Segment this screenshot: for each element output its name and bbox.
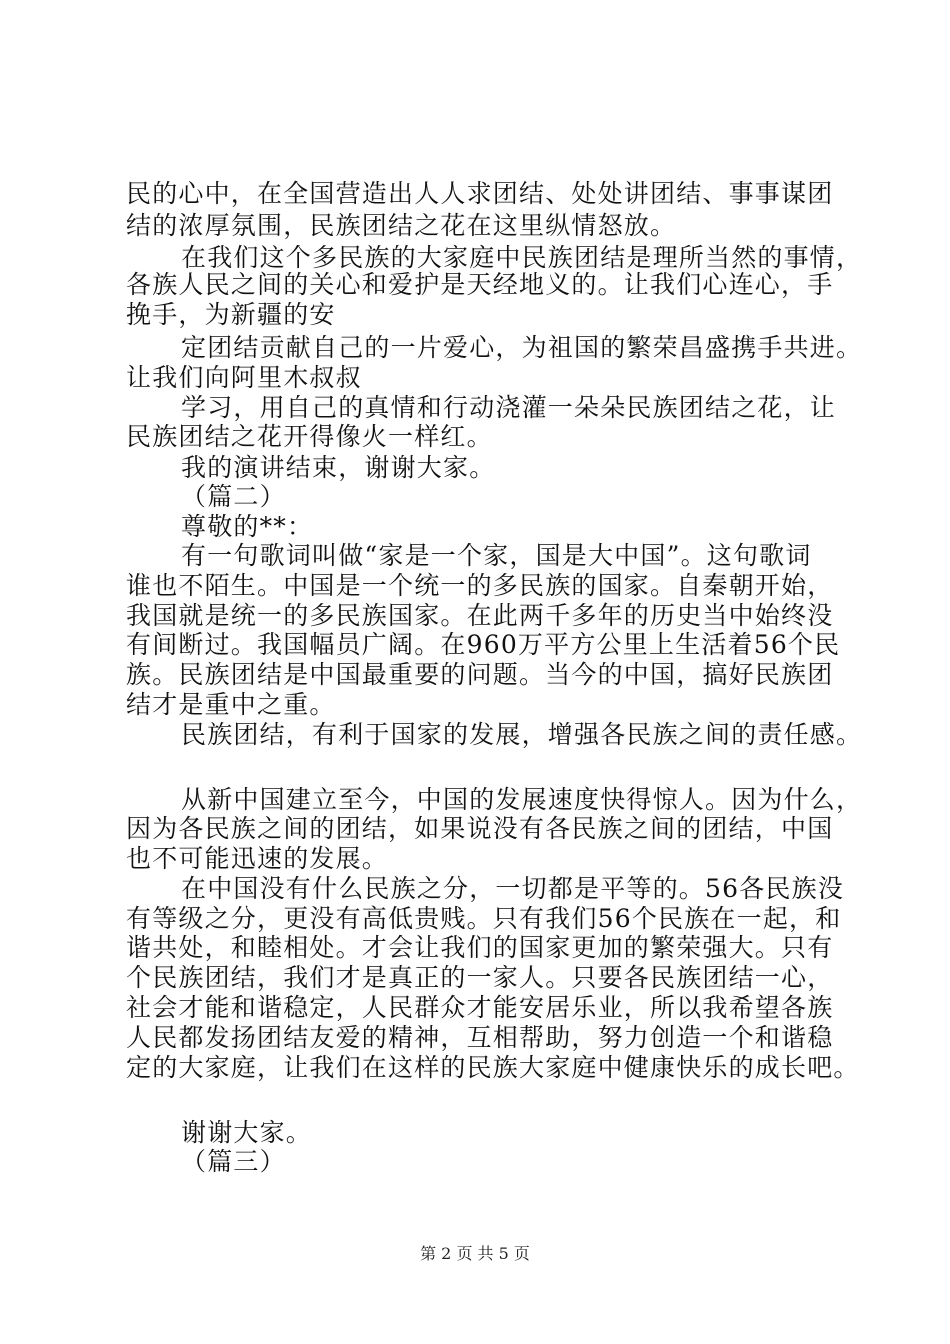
text-line: 人民都发扬团结友爱的精神，互相帮助，努力创造一个和谐稳 xyxy=(126,1023,834,1052)
text-line: 有等级之分，更没有高低贵贱。只有我们56个民族在一起，和 xyxy=(126,904,842,933)
text-line: 族。民族团结是中国最重要的问题。当今的中国，搞好民族团 xyxy=(126,660,834,689)
text-line: 也不可能迅速的发展。 xyxy=(126,844,389,873)
text-line: 个民族团结，我们才是真正的一家人。只要各民族团结一心， xyxy=(126,963,834,992)
paragraph-first-line: 学习，用自己的真情和行动浇灌一朵朵民族团结之花，让 xyxy=(181,393,837,422)
closing-line: 谢谢大家。 xyxy=(181,1118,313,1147)
text-line: 因为各民族之间的团结，如果说没有各民族之间的团结，中国 xyxy=(126,814,834,843)
text-line: 结才是重中之重。 xyxy=(126,690,336,719)
text-line: 社会才能和谐稳定，人民群众才能安居乐业，所以我希望各族 xyxy=(126,993,834,1022)
paragraph-first-line: 有一句歌词叫做“家是一个家，国是大中国”。这句歌词 xyxy=(181,541,812,570)
salutation: 尊敬的**： xyxy=(181,512,314,541)
closing-line: 我的演讲结束，谢谢大家。 xyxy=(181,453,496,482)
page-number-footer: 第 2 页 共 5 页 xyxy=(420,1244,530,1263)
section-heading: （篇二） xyxy=(181,482,286,511)
paragraph-first-line: 在中国没有什么民族之分，一切都是平等的。56各民族没 xyxy=(181,874,845,903)
text-line: 各族人民之间的关心和爱护是天经地义的。让我们心连心，手 xyxy=(126,270,834,299)
text-line: 挽手，为新疆的安 xyxy=(126,300,336,329)
paragraph-first-line: 从新中国建立至今，中国的发展速度快得惊人。因为什么， xyxy=(181,785,863,814)
paragraph-first-line: 定团结贡献自己的一片爱心，为祖国的繁荣昌盛携手共进。 xyxy=(181,333,863,362)
section-heading: （篇三） xyxy=(181,1147,286,1176)
paragraph-first-line: 民族团结，有利于国家的发展，增强各民族之间的责任感。 xyxy=(181,720,863,749)
text-line: 让我们向阿里木叔叔 xyxy=(126,363,362,392)
text-line: 有间断过。我国幅员广阔。在960万平方公里上生活着56个民 xyxy=(126,630,841,659)
text-line: 我国就是统一的多民族国家。在此两千多年的历史当中始终没 xyxy=(126,601,834,630)
text-line: 结的浓厚氛围，民族团结之花在这里纵情怒放。 xyxy=(126,211,677,240)
text-line: 民的心中，在全国营造出人人求团结、处处讲团结、事事谋团 xyxy=(126,179,834,208)
text-line: 谁也不陌生。中国是一个统一的多民族的国家。自秦朝开始， xyxy=(126,571,834,600)
text-line: 谐共处，和睦相处。才会让我们的国家更加的繁荣强大。只有 xyxy=(126,933,834,962)
text-line: 民族团结之花开得像火一样红。 xyxy=(126,422,493,451)
paragraph-first-line: 在我们这个多民族的大家庭中民族团结是理所当然的事情， xyxy=(181,243,863,272)
text-line: 定的大家庭，让我们在这样的民族大家庭中健康快乐的成长吧。 xyxy=(126,1053,860,1082)
